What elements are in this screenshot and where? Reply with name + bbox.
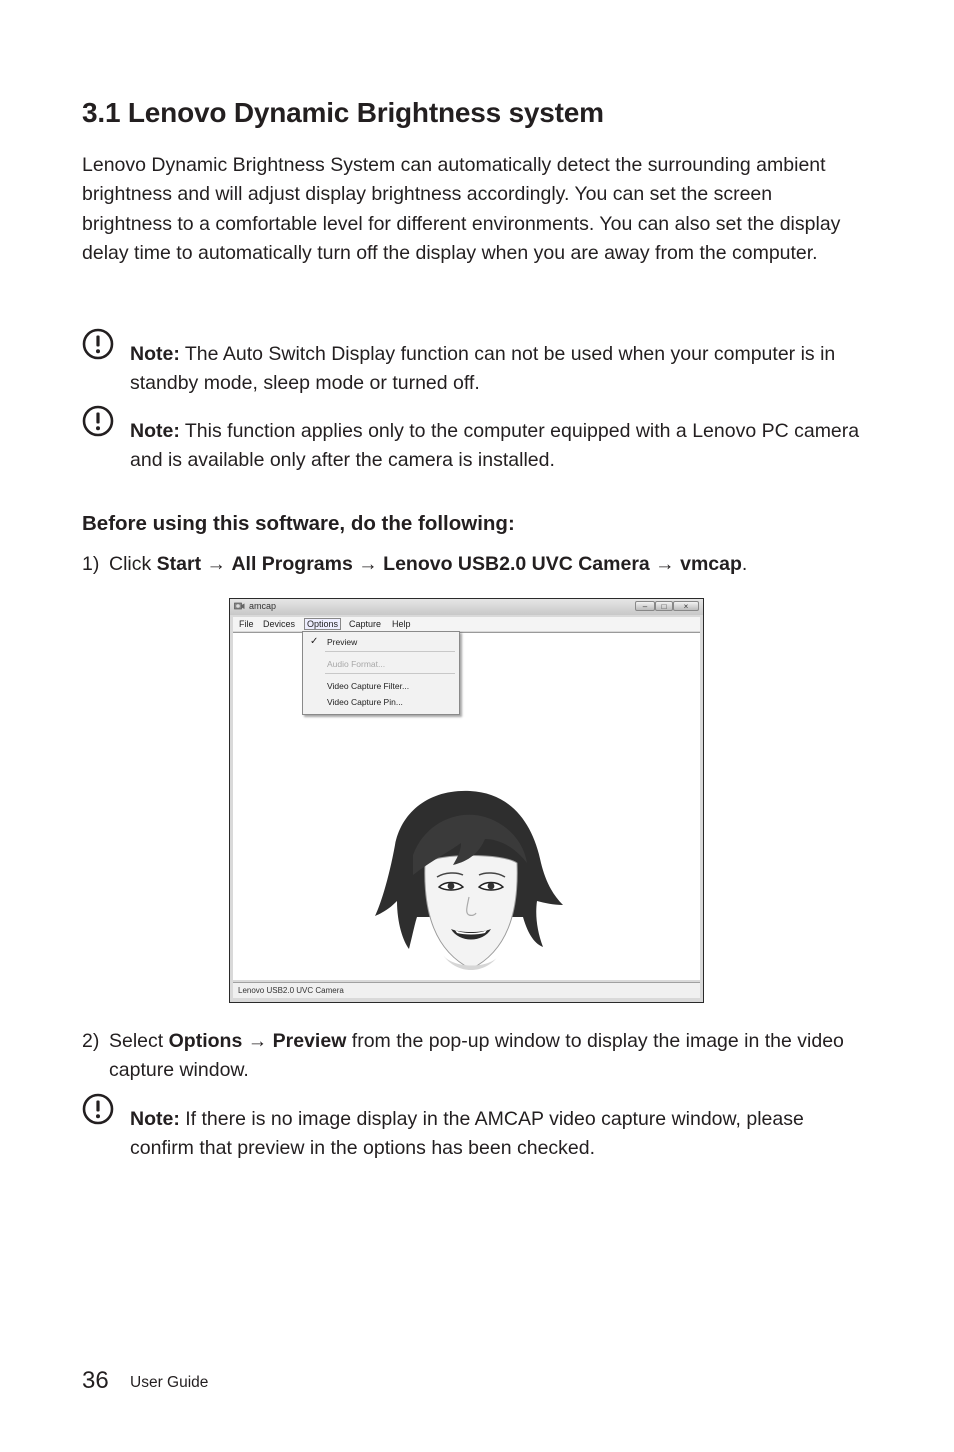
exclamation-circle-icon [82, 328, 114, 360]
note-label: Note: [130, 420, 180, 442]
note-3 [82, 1105, 862, 1164]
window-title: amcap [249, 601, 277, 611]
step-2 [82, 1027, 862, 1086]
note-label: Note: [130, 343, 180, 365]
dropdown-item-video-capture-filter[interactable]: Video Capture Filter... [327, 681, 410, 691]
step-1 [82, 550, 862, 579]
step-suffix: . [741, 553, 748, 575]
step-prefix: Click [109, 553, 157, 575]
path-item: Options [168, 1030, 243, 1052]
subheading: Before using this software, do the following: [82, 512, 515, 535]
amcap-app-icon [234, 601, 245, 612]
note-text: The Auto Switch Display function can not be used when your computer is in standby mode, sleep mode or turned off. [130, 343, 836, 395]
status-text: Lenovo USB2.0 UVC Camera [238, 986, 344, 995]
exclamation-circle-icon [82, 405, 114, 437]
menu-capture[interactable]: Capture [349, 619, 382, 629]
footer-label: User Guide [130, 1374, 209, 1391]
intro-paragraph: Lenovo Dynamic Brightness System can automatically detect the surrounding ambient brightness and will adjust display brightness accordingly. You can set the screen brightness to a comfortable level for different environments. You can also set the display delay time to automatically turn off the display when you are away from the computer. [82, 154, 841, 264]
note-2 [82, 417, 862, 476]
path-item: Preview [272, 1030, 347, 1052]
close-button[interactable]: × [673, 601, 699, 611]
dropdown-separator [325, 651, 455, 652]
path-item: vmcap [680, 553, 742, 575]
menu-devices[interactable]: Devices [263, 619, 296, 629]
title-bar [230, 599, 703, 615]
dropdown-item-audio-format: Audio Format... [327, 659, 386, 669]
dropdown-item-preview[interactable]: Preview [327, 637, 358, 647]
arrow: → [242, 1030, 273, 1052]
path-item: Lenovo USB2.0 UVC Camera [383, 553, 650, 575]
note-label: Note: [130, 1108, 180, 1130]
path-item: Start [156, 553, 202, 575]
exclamation-circle-icon [82, 1093, 114, 1125]
note-text: This function applies only to the computer equipped with a Lenovo PC camera and is available only after the camera is installed. [130, 420, 860, 472]
arrow: → [201, 553, 232, 575]
menu-help[interactable]: Help [392, 619, 411, 629]
menu-options[interactable]: Options [304, 618, 341, 630]
status-bar [233, 982, 700, 998]
step-suffix: from the pop-up window to display the image in the video capture window. [109, 1030, 844, 1082]
dropdown-item-video-capture-pin[interactable]: Video Capture Pin... [327, 697, 403, 707]
menu-file[interactable]: File [239, 619, 254, 629]
check-icon: ✓ [310, 636, 319, 647]
step-number: 1) [82, 553, 100, 575]
maximize-button[interactable]: □ [655, 601, 673, 611]
arrow: → [649, 553, 681, 575]
dropdown-separator [325, 673, 455, 674]
arrow: → [352, 553, 384, 575]
path-item: All Programs [231, 553, 353, 575]
note-1 [82, 340, 862, 399]
menu-bar [233, 617, 700, 631]
section-title: 3.1 Lenovo Dynamic Brightness system [82, 97, 604, 128]
options-dropdown [302, 631, 460, 715]
amcap-screenshot [229, 598, 704, 1003]
page-number: 36 [82, 1367, 109, 1394]
note-text: If there is no image display in the AMCAP video capture window, please confirm that preview in the options has been checked. [130, 1108, 804, 1160]
face-image [373, 783, 568, 983]
step-number: 2) [82, 1030, 100, 1052]
minimize-button[interactable]: – [635, 601, 655, 611]
step-prefix: Select [109, 1030, 169, 1052]
